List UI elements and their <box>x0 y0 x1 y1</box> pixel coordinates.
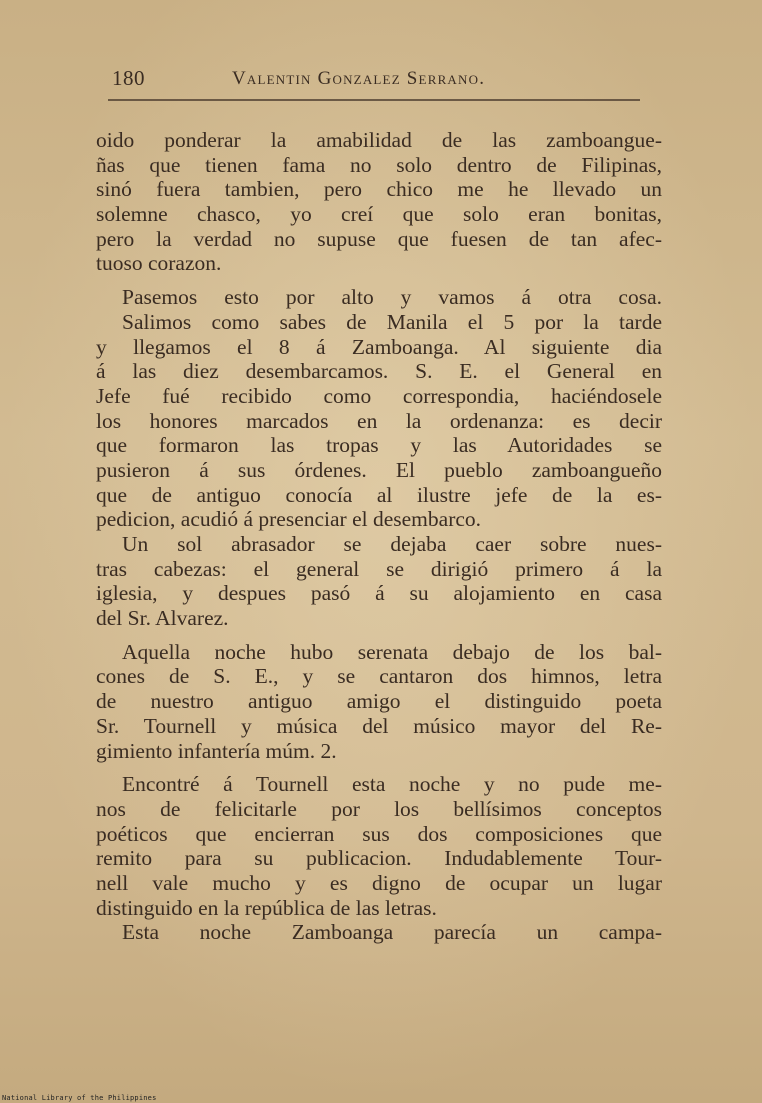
text-line: distinguido en la república de las letras. <box>96 895 437 920</box>
text-line: nos de felicitarle por los bellísimos conceptos <box>96 796 662 821</box>
body-text <box>96 128 662 945</box>
text-line: ñas que tienen fama no solo dentro de Filipinas, <box>96 152 662 177</box>
text-line: Esta noche Zamboanga parecía un campa- <box>122 920 662 945</box>
running-title: Valentin Gonzalez Serrano. <box>232 68 486 89</box>
text-line: Pasemos esto por alto y vamos á otra cosa. <box>122 285 662 310</box>
text-line: Aquella noche hubo serenata debajo de los bal- <box>122 639 662 664</box>
text-line: tras cabezas: el general se dirigió primero á la <box>96 556 662 581</box>
text-line: del Sr. Alvarez. <box>96 606 229 631</box>
text-line: iglesia, y despues pasó á su alojamiento en casa <box>96 581 662 606</box>
library-credit: National Library of the Philippines <box>2 1094 157 1102</box>
text-line: gimiento infantería múm. 2. <box>96 738 337 763</box>
text-line: Sr. Tournell y música del músico mayor del Re- <box>96 713 662 738</box>
text-line: tuoso corazon. <box>96 251 222 276</box>
text-line: que de antiguo conocía al ilustre jefe de la es- <box>96 482 662 507</box>
text-line: poéticos que encierran sus dos composiciones que <box>96 821 662 846</box>
text-line: solemne chasco, yo creí que solo eran bonitas, <box>96 202 662 227</box>
text-line: Salimos como sabes de Manila el 5 por la tarde <box>122 309 662 334</box>
text-line: los honores marcados en la ordenanza: es decir <box>96 408 662 433</box>
text-line: nell vale mucho y es digno de ocupar un lugar <box>96 870 662 895</box>
text-line: Un sol abrasador se dejaba caer sobre nues- <box>122 532 662 556</box>
text-line: pero la verdad no supuse que fuesen de tan afec- <box>96 226 662 251</box>
text-line: cones de S. E., y se cantaron dos himnos, letra <box>96 664 662 689</box>
text-line: Encontré á Tournell esta noche y no pude me- <box>122 772 662 797</box>
text-line: pedicion, acudió á presenciar el desembarco. <box>96 507 482 532</box>
page-header <box>112 62 652 98</box>
text-line: á las diez desembarcamos. S. E. el General en <box>96 359 662 384</box>
text-line: Jefe fué recibido como correspondia, haciéndosele <box>96 383 662 408</box>
text-line: pusieron á sus órdenes. El pueblo zamboangueño <box>96 457 662 482</box>
text-line: sinó fuera tambien, pero chico me he llevado un <box>96 177 662 202</box>
text-line: de nuestro antiguo amigo el distinguido poeta <box>96 689 662 714</box>
header-rule <box>108 99 640 101</box>
text-line: remito para su publicacion. Indudablemente Tour- <box>96 846 662 871</box>
text-line: oido ponderar la amabilidad de las zamboangue- <box>96 128 662 152</box>
text-line: que formaron las tropas y las Autoridades se <box>96 433 662 458</box>
text-line: y llegamos el 8 á Zamboanga. Al siguiente dia <box>96 334 662 359</box>
page-number: 180 <box>112 66 145 90</box>
